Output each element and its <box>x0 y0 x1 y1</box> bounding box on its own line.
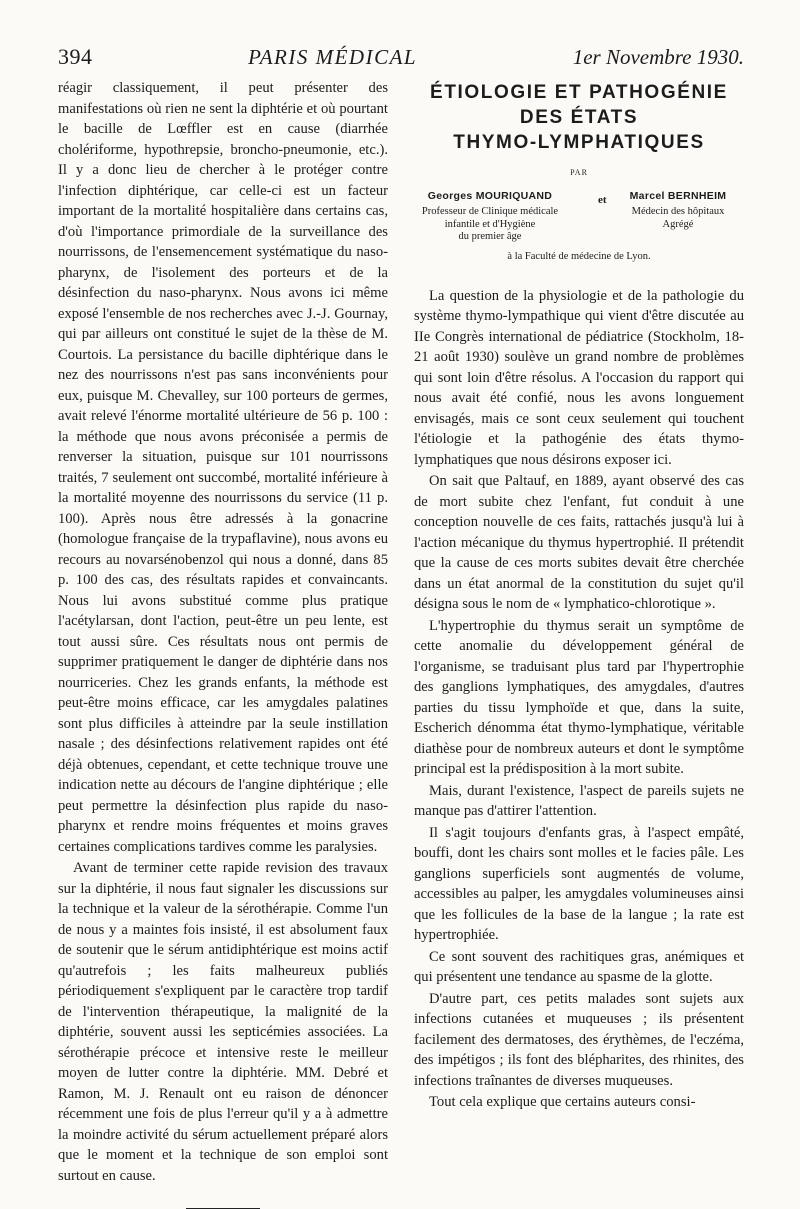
article-paragraph-5: Il s'agit toujours d'enfants gras, à l'aspect empâté, bouffi, dont les chairs sont molles et le facies pâle. Les ganglions superficiels sont augmentés de volume, accessibles au palper, les amygdales volumineuses ainsi que les follicules de la base de la langue ; la rate est hypertrophiée. <box>414 824 744 943</box>
left-paragraph-1: réagir classiquement, il peut présenter des manifestations où rien ne sent la diphtérie et où pourtant le bacille de Lœffler est en cause (diarrhée cholériforme, hypothrepsie, broncho-pneumonie, etc.). Il y a donc lieu de chercher à le protéger contre l'infection diphtérique, car celle-ci est un facteur important de la mortalité hospitalière dans certains cas, d'où l'importance primordiale de la surveillance des nourrissons, de l'ensemencement systématique du naso-pharynx, de l'isolement des porteurs et de la désinfection du naso-pharynx. Nous avons ici même exposé l'ensemble de nos recherches avec J.-J. Gournay, qui par ailleurs ont constitué le sujet de la thèse de M. Courtois. La persistance du bacille diphtérique dans le nez des nourrissons n'est pas sans inconvénients pour eux, puisque M. Chevalley, sur 100 porteurs de germes, avait relevé l'énorme mortalité ultérieure de 56 p. 100 : la méthode que nous avons préconisée a permis de renverser la situation, puisque sur 101 nourrissons traités, 7 seulement ont succombé, mortalité inférieure à la mortalité moyenne des nourrissons du service (11 p. 100). Après nous être adressés à la gonacrine (homologue française de la trypaflavine), nous avons eu recours au novarsénobenzol qui nous a donné, dans 85 p. 100 des cas, des résultats rapides et convaincants. Nous lui avons substitué comme plus pratique l'acétylarsan, dont l'action, peut-être un peu lente, est tout aussi sûre. Ces résultats nous ont permis de supprimer pratiquement le danger de diphtérie dans nos nourriceries. Chez les grands enfants, la méthode est peut-être moins efficace, car les amygdales palatines sont plus difficiles à atteindre par la seule instillation nasale ; des désinfections relativement rapides ont été déjà obtenues, cependant, et cette technique trouve une indication nette au décours de l'angine diphtérique ; elle peut permettre la désinfection plus rapide du naso-pharynx et rendre moins fréquentes et moins graves certaines complications tardives comme les paralysies. <box>58 80 388 855</box>
author-block <box>414 190 744 272</box>
right-column <box>414 78 744 1113</box>
author-mouriquand <box>414 190 566 244</box>
author-bernheim <box>612 190 744 232</box>
issue-date: 1er Novembre 1930. <box>572 45 744 69</box>
left-column <box>58 78 388 1209</box>
article-title <box>414 80 744 155</box>
author-title: infantile et d'Hygiène <box>444 218 536 230</box>
article-paragraph-4: Mais, durant l'existence, l'aspect de pareils sujets ne manque pas d'attirer l'attention. <box>414 782 744 819</box>
author-title: du premier âge <box>458 231 522 242</box>
title-line-3: THYMO-LYMPHATIQUES <box>453 132 705 153</box>
article-paragraph-7: D'autre part, ces petits malades sont sujets aux infections cutanées et muqueuses ; ils présentent facilement des dermatoses, des érythèmes, de l'eczéma, des impétigos ; ils font des blépharites, des rhinites, des infections traînantes de diverses muqueuses. <box>414 990 744 1089</box>
title-line-1: ÉTIOLOGIE ET PATHOGÉNIE <box>430 82 728 103</box>
left-paragraph-2: Avant de terminer cette rapide revision des travaux sur la diphtérie, il nous faut signaler les discussions sur la technique et la valeur de la sérothérapie. Comme l'un de nous y a maintes fois insisté, il est absolument faux de soutenir que le sérum antidiphtérique est moins actif qu'autrefois ; les faits malheureux publiés périodiquement s'expliquent par le caractère trop tardif de l'intervention thérapeutique, la malignité de la diphtérie, souvent aussi les septicémies associées. La sérothérapie précoce et intensive reste le meilleur moyen de lutter contre la diphtérie. MM. Debré et Ramon, M. J. Renault ont eu raison de dénoncer récemment une fois de plus l'erreur qu'il y a à admettre la moindre activité du sérum actuellement préparé alors que le moment et la technique de son emploi sont surtout en cause. <box>58 860 388 1184</box>
article-paragraph-1: La question de la physiologie et de la pathologie du système thymo-lympathique qui vient d'être discutée au IIe Congrès international de pédiatrice (Stockholm, 18-21 août 1930) soulève un grand nombre de problèmes qui sont loin d'être résolus. A l'occasion du rapport qui nous avait été confié, nous les avons longuement envisagés, mais ce sont ceux seulement qui touchent l'étiologie et la pathogénie des états thymo-lymphatiques que nous désirons exposer ici. <box>414 287 744 468</box>
author-title: Agrégé <box>662 218 694 230</box>
author-name: Georges MOURIQUAND <box>427 189 553 202</box>
title-line-2: DES ÉTATS <box>519 107 639 128</box>
page-number: 394 <box>58 44 93 69</box>
affiliation: à la Faculté de médecine de Lyon. <box>507 250 651 262</box>
author-name: Marcel BERNHEIM <box>629 189 727 202</box>
author-conjunction: et <box>598 193 607 206</box>
running-head <box>58 44 744 74</box>
article-body <box>414 286 744 1113</box>
article-paragraph-2: On sait que Paltauf, en 1889, ayant observé des cas de mort subite chez l'enfant, fut conduit à une conception nouvelle de ces faits, rattachés jusqu'à lui à l'action mécanique du thymus hypertrophié. Il prétendit que la cause de ces morts subites devait être cherchée dans un état anormal de la constitution du sujet qu'il désigna sous le nom de « lymphatico-chlorotique ». <box>414 473 744 612</box>
article-paragraph-3: L'hypertrophie du thymus serait un symptôme de cette anomalie du développement général de l'organisme, se traduisant plus tard par l'hypertrophie des ganglions lymphatiques, des amygdales, d'autres parties du tissu lymphoïde et que, dans la suite, Escherich dénomma état thymo-lymphatique, véritable diathèse pour de nombreux auteurs et dont le symptôme principal est la prédisposition à la mort subite. <box>414 617 744 777</box>
journal-title: PARIS MÉDICAL <box>248 45 418 69</box>
byline-par: PAR <box>570 168 588 177</box>
author-title: Professeur de Clinique médicale <box>421 206 559 217</box>
author-title: Médecin des hôpitaux <box>631 206 725 217</box>
article-paragraph-6: Ce sont souvent des rachitiques gras, anémiques et qui présentent une tendance au spasme de la glotte. <box>414 948 744 985</box>
article-paragraph-8: Tout cela explique que certains auteurs consi- <box>429 1094 696 1110</box>
